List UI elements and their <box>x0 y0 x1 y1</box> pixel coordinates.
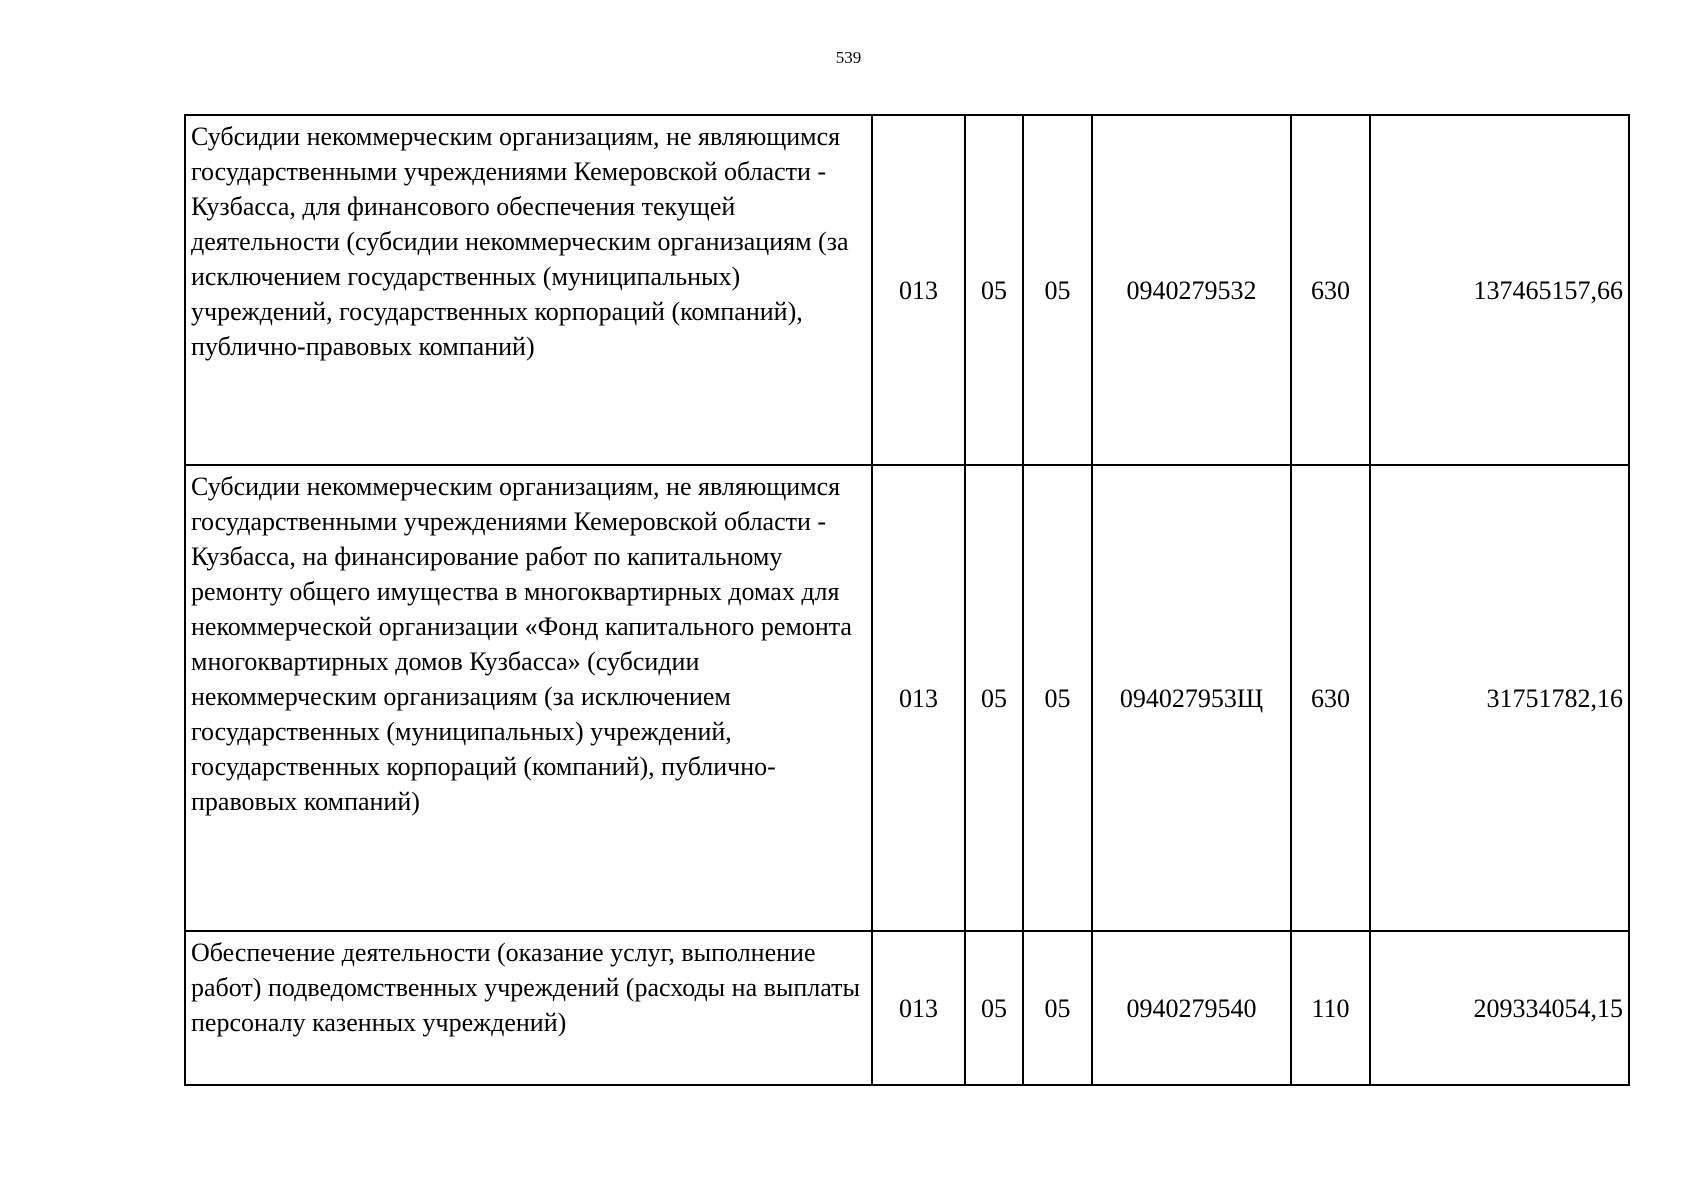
section-code: 05 <box>965 465 1023 931</box>
page-number: 539 <box>835 48 862 67</box>
expense-type-code: 110 <box>1291 931 1370 1085</box>
expense-type-code: 630 <box>1291 115 1370 465</box>
table-row <box>185 115 1629 465</box>
amount: 31751782,16 <box>1370 465 1629 931</box>
row-description: Субсидии некоммерческим организациям, не являющимся государственными учреждениями Кемеровской области - Кузбасса, для финансового обеспечения текущей деятельности (субсидии некоммерческим организациям (за исключением государственных (муниципальных) учреждений, государственных корпораций (компаний), публично-правовых компаний) <box>185 115 872 465</box>
subsection-code: 05 <box>1023 115 1092 465</box>
ministry-code: 013 <box>872 931 965 1085</box>
amount: 209334054,15 <box>1370 931 1629 1085</box>
amount: 137465157,66 <box>1370 115 1629 465</box>
budget-table <box>184 114 1630 1086</box>
expense-type-code: 630 <box>1291 465 1370 931</box>
ministry-code: 013 <box>872 115 965 465</box>
subsection-code: 05 <box>1023 931 1092 1085</box>
section-code: 05 <box>965 115 1023 465</box>
ministry-code: 013 <box>872 465 965 931</box>
table-row <box>185 931 1629 1085</box>
table-row <box>185 465 1629 931</box>
row-description: Обеспечение деятельности (оказание услуг, выполнение работ) подведомственных учреждений (расходы на выплаты персоналу казенных учреждений) <box>185 931 872 1085</box>
subsection-code: 05 <box>1023 465 1092 931</box>
target-article-code: 0940279532 <box>1092 115 1291 465</box>
row-description: Субсидии некоммерческим организациям, не являющимся государственными учреждениями Кемеровской области - Кузбасса, на финансирование работ по капитальному ремонту общего имущества в многоквартирных домах для некоммерческой организации «Фонд капитального ремонта многоквартирных домов Кузбасса» (субсидии некоммерческим организациям (за исключением государственных (муниципальных) учреждений, государственных корпораций (компаний), публично-правовых компаний) <box>185 465 872 931</box>
section-code: 05 <box>965 931 1023 1085</box>
target-article-code: 094027953Щ <box>1092 465 1291 931</box>
target-article-code: 0940279540 <box>1092 931 1291 1085</box>
